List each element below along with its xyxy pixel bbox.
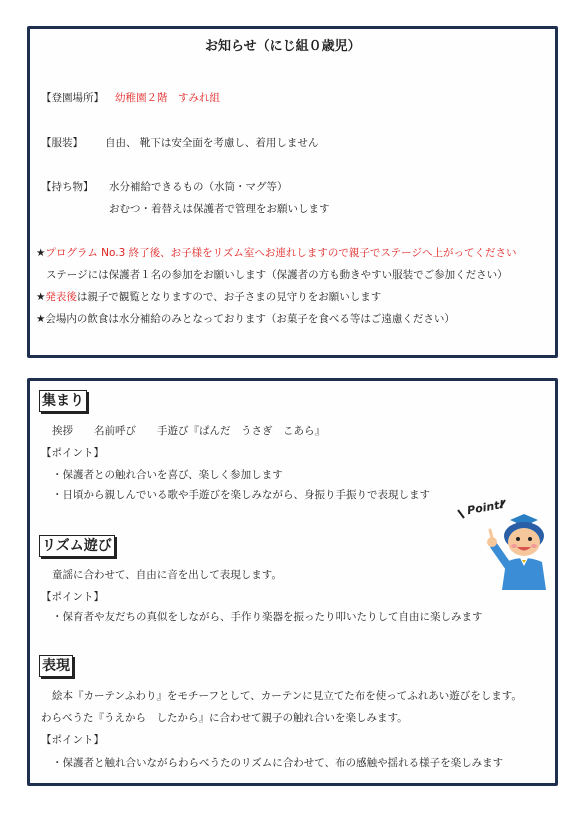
sec2-line: 童謡に合わせて、自由に音を出して表現します。	[52, 569, 282, 581]
section-heading-rhythm: リズム遊び	[39, 535, 115, 557]
note3: ★会場内の飲食は水分補給のみとなっております（お菓子を食べる等はご遠慮ください）	[36, 313, 455, 325]
note1-text: プログラム No.3 終了後、お子様をリズム室へお連れしますので親子でステージへ上がってください	[45, 247, 517, 259]
sec1-point2: ・日頃から親しんでいる歌や手遊びを楽しみながら、身振り手振りで表現します	[52, 489, 430, 501]
note2-text: は親子で観覧となりますので、お子さまの見守りをお願いします	[76, 291, 382, 303]
sec3-line1: 絵本『カーテンふわり』をモチーフとして、カーテンに見立てた布を使ってふれあい遊びをします。	[52, 690, 522, 702]
sec3-point-label: 【ポイント】	[41, 734, 104, 746]
items-line1: 水分補給できるもの（水筒・マグ等）	[109, 181, 288, 193]
notice-title: お知らせ（にじ組０歳児）	[205, 39, 361, 54]
sec3-point1: ・保護者と触れ合いながらわらべうたのリズムに合わせて、布の感触や揺れる様子を楽しみます	[52, 757, 504, 769]
note2	[36, 290, 381, 304]
note1-sub: ステージには保護者１名の参加をお願いします（保護者の方も動きやすい服装でご参加ください）	[46, 269, 508, 281]
items-label: 【持ち物】	[41, 181, 94, 193]
sec1-point-label: 【ポイント】	[41, 447, 104, 459]
sec1-line: 挨拶 名前呼び 手遊び『ぱんだ うさぎ こあら』	[52, 425, 325, 437]
notice-box	[27, 26, 558, 358]
venue-label: 【登園場所】	[41, 92, 104, 104]
note1	[36, 246, 516, 260]
sec2-point1: ・保育者や友だちの真似をしながら、手作り楽器を振ったり叩いたりして自由に楽しみます	[52, 611, 483, 623]
note2-red: 発表後	[45, 291, 77, 303]
venue-value: 幼稚園２階 すみれ組	[115, 92, 220, 104]
sec2-point-label: 【ポイント】	[41, 591, 104, 603]
star-icon: ★	[36, 291, 46, 303]
section-heading-gathering: 集まり	[39, 390, 87, 412]
sec1-point1: ・保護者との触れ合いを喜び、楽しく参加します	[52, 469, 283, 481]
sec3-line2: わらべうた『うえから したから』に合わせて親子の触れ合いを楽しみます。	[41, 712, 408, 724]
star-icon: ★	[36, 247, 46, 259]
point-text: Point!	[466, 497, 506, 518]
section-heading-expression: 表現	[39, 655, 73, 677]
items-line2: おむつ・着替えは保護者で管理をお願いします	[109, 203, 330, 215]
teacher-point-illustration	[450, 490, 560, 590]
attire-label: 【服装】	[41, 137, 83, 149]
attire-value: 自由、 靴下は安全面を考慮し、着用しません	[105, 137, 319, 149]
